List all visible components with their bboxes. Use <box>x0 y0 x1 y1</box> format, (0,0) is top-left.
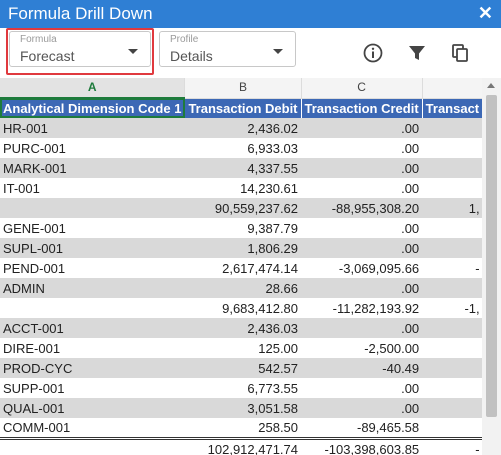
filter-icon[interactable] <box>406 42 428 64</box>
table-cell[interactable]: ADMIN <box>0 278 185 298</box>
header-transaction-partial[interactable]: Transact <box>422 98 482 118</box>
formula-highlight <box>6 28 154 75</box>
table-cell[interactable]: 6,933.03 <box>247 140 299 156</box>
table-cell[interactable]: .00 <box>301 318 422 338</box>
table-row[interactable] <box>0 298 482 318</box>
table-cell[interactable]: PURC-001 <box>3 140 66 156</box>
close-icon[interactable]: ✕ <box>477 3 493 23</box>
table-row[interactable] <box>0 178 482 198</box>
table-row[interactable] <box>0 418 482 439</box>
scroll-up-icon[interactable] <box>487 83 495 88</box>
column-letter-b[interactable]: B <box>185 78 301 98</box>
table-cell[interactable]: 1, <box>422 198 482 218</box>
table-row[interactable] <box>0 398 482 418</box>
table-cell[interactable]: -40.49 <box>301 358 422 378</box>
table-cell[interactable]: IT-001 <box>3 180 40 196</box>
column-letter-c[interactable]: C <box>301 78 422 98</box>
table-row[interactable] <box>0 118 482 138</box>
table-cell[interactable]: 2,436.02 <box>185 118 301 138</box>
table-cell[interactable] <box>422 138 482 158</box>
vertical-scrollbar[interactable] <box>482 78 501 455</box>
table-cell[interactable]: 9,683,412.80 <box>222 300 299 316</box>
table-cell[interactable]: ACCT-001 <box>0 318 185 338</box>
table-cell[interactable]: - <box>475 260 480 276</box>
profile-dropdown-label: Profile <box>170 34 199 45</box>
table-cell[interactable] <box>422 178 482 198</box>
table-cell[interactable] <box>422 358 482 378</box>
table-row[interactable] <box>0 278 482 298</box>
table-cell[interactable] <box>0 198 185 218</box>
chevron-down-icon <box>273 49 283 54</box>
table-cell[interactable]: MARK-001 <box>0 158 185 178</box>
table-cell[interactable]: DIRE-001 <box>3 340 61 356</box>
table-cell[interactable]: -88,955,308.20 <box>301 198 422 218</box>
table-cell[interactable]: 90,559,237.62 <box>185 198 301 218</box>
total-cell[interactable]: -103,398,603.85 <box>301 439 422 455</box>
table-cell[interactable] <box>422 318 482 338</box>
table-cell[interactable]: .00 <box>401 380 420 396</box>
table-row[interactable] <box>0 358 482 378</box>
table-cell[interactable]: SUPL-001 <box>0 238 185 258</box>
table-row[interactable] <box>0 138 482 158</box>
table-cell[interactable] <box>422 158 482 178</box>
info-icon[interactable] <box>362 42 384 64</box>
table-cell[interactable]: .00 <box>301 238 422 258</box>
table-cell[interactable] <box>422 338 482 358</box>
total-row[interactable] <box>0 439 482 455</box>
title-bar <box>0 0 501 28</box>
header-transaction-debit[interactable]: Transaction Debit <box>185 98 301 118</box>
table-cell[interactable] <box>422 398 482 418</box>
table-cell[interactable]: 542.57 <box>185 358 301 378</box>
table-cell[interactable]: 1,806.29 <box>185 238 301 258</box>
table-cell[interactable]: .00 <box>301 398 422 418</box>
table-row[interactable] <box>0 218 482 238</box>
table-cell[interactable] <box>422 118 482 138</box>
table-cell[interactable]: COMM-001 <box>3 420 71 435</box>
table-row[interactable] <box>0 258 482 278</box>
table-row[interactable] <box>0 238 482 258</box>
header-transaction-credit[interactable]: Transaction Credit <box>301 98 422 118</box>
table-cell[interactable]: .00 <box>401 140 420 156</box>
table-cell[interactable]: QUAL-001 <box>0 398 185 418</box>
table-cell[interactable]: PEND-001 <box>3 260 66 276</box>
table-cell[interactable]: 125.00 <box>258 340 299 356</box>
table-cell[interactable]: 28.66 <box>185 278 301 298</box>
table-cell[interactable]: -11,282,193.92 <box>332 300 420 316</box>
drill-down-grid <box>0 78 482 455</box>
table-cell[interactable]: -2,500.00 <box>364 340 420 356</box>
table-cell[interactable]: 4,337.55 <box>185 158 301 178</box>
table-cell[interactable] <box>422 278 482 298</box>
table-cell[interactable]: .00 <box>301 278 422 298</box>
total-cell[interactable]: - <box>422 439 482 455</box>
table-cell[interactable]: 258.50 <box>258 420 299 435</box>
table-cell[interactable]: .00 <box>401 220 420 236</box>
column-letter-a[interactable]: A <box>0 78 185 98</box>
table-cell[interactable]: PROD-CYC <box>0 358 185 378</box>
table-cell[interactable] <box>422 238 482 258</box>
table-cell[interactable] <box>422 218 482 238</box>
total-cell[interactable] <box>0 439 185 455</box>
table-cell[interactable]: 6,773.55 <box>247 380 299 396</box>
profile-dropdown-value: Details <box>170 48 213 64</box>
table-row[interactable] <box>0 158 482 178</box>
window-title: Formula Drill Down <box>8 4 153 23</box>
profile-dropdown[interactable] <box>159 31 296 67</box>
table-cell[interactable] <box>422 378 482 398</box>
table-cell[interactable]: -3,069,095.66 <box>338 260 420 276</box>
table-row[interactable] <box>0 338 482 358</box>
table-row[interactable] <box>0 318 482 338</box>
total-cell[interactable]: 102,912,471.74 <box>185 439 301 455</box>
table-cell[interactable]: 2,436.03 <box>185 318 301 338</box>
table-cell[interactable]: 2,617,474.14 <box>222 260 299 276</box>
scroll-thumb[interactable] <box>486 95 497 417</box>
data-table <box>0 78 482 455</box>
table-cell[interactable]: .00 <box>401 180 420 196</box>
table-cell[interactable]: .00 <box>301 118 422 138</box>
table-cell[interactable]: -89,465.58 <box>356 420 420 435</box>
table-row[interactable] <box>0 378 482 398</box>
column-letter-d[interactable] <box>422 78 482 98</box>
table-cell[interactable]: .00 <box>301 158 422 178</box>
formula-dropdown-value: Forecast <box>20 48 75 64</box>
table-row[interactable] <box>0 198 482 218</box>
table-cell[interactable]: 3,051.58 <box>185 398 301 418</box>
table-cell[interactable]: -1, <box>464 300 480 316</box>
table-cell[interactable]: SUPP-001 <box>3 380 65 396</box>
table-cell[interactable] <box>0 298 185 318</box>
table-cell[interactable] <box>422 418 482 439</box>
header-dimension-code[interactable]: Analytical Dimension Code 1 <box>0 98 185 118</box>
table-cell[interactable]: 14,230.61 <box>240 180 299 196</box>
table-cell[interactable]: 9,387.79 <box>247 220 299 236</box>
copy-icon[interactable] <box>449 42 471 64</box>
table-cell[interactable]: HR-001 <box>0 118 185 138</box>
table-cell[interactable]: GENE-001 <box>3 220 66 236</box>
formula-dropdown-label: Formula <box>20 34 57 45</box>
